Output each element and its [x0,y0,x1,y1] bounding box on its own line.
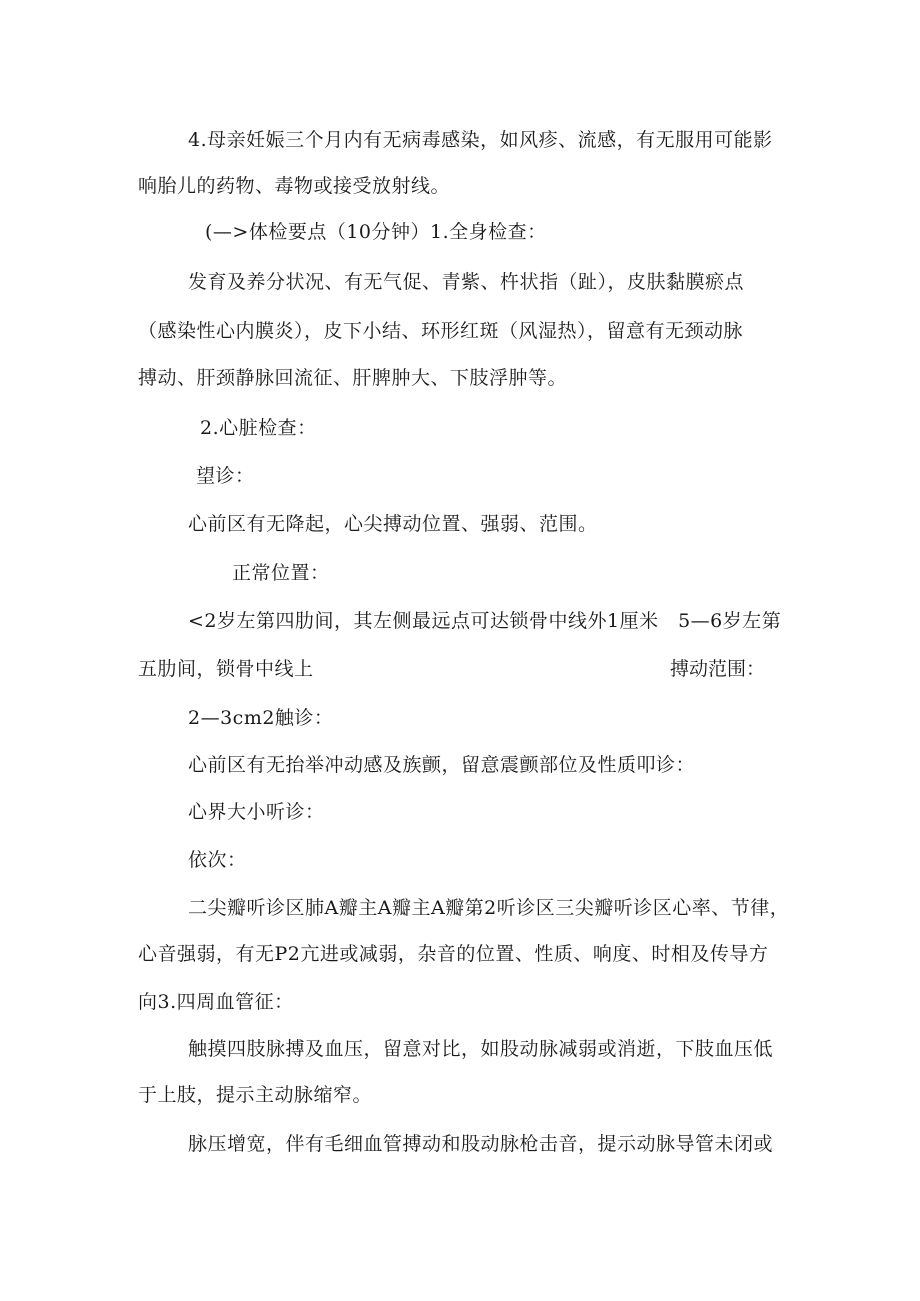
text-line: 搏动、肝颈静脉回流征、肝脾肿大、下肢浮肿等。 [138,367,568,389]
text-line: 望诊： [196,465,255,487]
text-line: 2—3cm2触诊： [188,707,334,729]
text-line: 心界大小听诊： [188,801,325,823]
text-line: 2.心脏检查： [200,417,317,439]
text-line: 4.母亲妊娠三个月内有无病毒感染，如风疹、流感，有无服用可能影 [188,129,773,151]
text-line: 心音强弱，有无P2亢进或减弱，杂音的位置、性质、响度、时相及传导方 [138,943,769,965]
text-line: 发育及养分状况、有无气促、青紫、杵状指（趾），皮肤黏膜瘀点 [188,271,745,293]
text-line: 心前区有无降起，心尖搏动位置、强弱、范围。 [188,513,598,535]
text-line: 五肋间，锁骨中线上 [138,658,314,680]
text-line: （感染性心内膜炎），皮下小结、环形红斑（风湿热），留意有无颈动脉 [138,320,744,342]
text-fragment-right: 搏动范围： [670,658,766,680]
text-line: 正常位置： [232,562,330,584]
text-line: 响胎儿的药物、毒物或接受放射线。 [138,175,451,197]
text-line: 触摸四肢脉搏及血压，留意对比，如股动脉减弱或消逝，下肢血压低 [188,1038,774,1060]
text-line: 于上肢，提示主动脉缩窄。 [138,1084,373,1106]
text-line: 依次： [188,849,247,871]
text-line: <2岁左第四肋间，其左侧最远点可达锁骨中线外1厘米 5—6岁左第 [188,610,782,632]
text-line: 心前区有无抬举冲动感及族颤，留意震颤部位及性质叩诊： [188,754,696,776]
text-line: (—>体检要点（10分钟）1.全身检查： [205,221,547,243]
text-line: 脉压增宽，伴有毛细血管搏动和股动脉枪击音，提示动脉导管未闭或 [188,1133,774,1155]
text-line: 向3.四周血管征： [138,991,294,1013]
text-line: 二尖瓣听诊区肺A瓣主A瓣主A瓣第2听诊区三尖瓣听诊区心率、节律， [188,897,790,919]
